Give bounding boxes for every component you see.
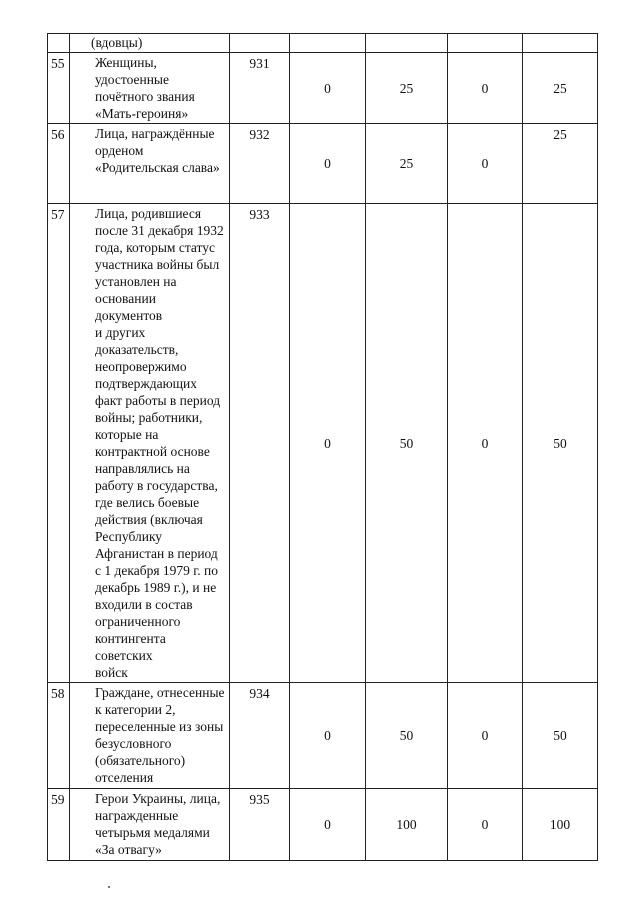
table-row xyxy=(48,789,598,861)
row-code: 931 xyxy=(230,53,290,124)
row-value-2: 25 xyxy=(366,124,448,204)
row-value-2: 25 xyxy=(366,53,448,124)
row-value-4: 25 xyxy=(523,124,598,204)
row-value-2: 50 xyxy=(366,683,448,789)
row-value-3: 0 xyxy=(448,789,523,861)
row-number: 57 xyxy=(48,204,70,683)
row-code: 933 xyxy=(230,204,290,683)
row-value-1: 0 xyxy=(290,124,366,204)
row-value-3: 0 xyxy=(448,53,523,124)
table-row-continued xyxy=(48,34,598,53)
row-description: (вдовцы) xyxy=(70,34,230,53)
benefits-table xyxy=(47,33,598,861)
row-value-1: 0 xyxy=(290,683,366,789)
row-value-4: 50 xyxy=(523,683,598,789)
row-value-1: 0 xyxy=(290,53,366,124)
row-value-3: 0 xyxy=(448,204,523,683)
row-value-4: 50 xyxy=(523,204,598,683)
row-value-1: 0 xyxy=(290,204,366,683)
row-value-2: 50 xyxy=(366,204,448,683)
row-description: Герои Украины, лица, награжденные четырьмя медалями «За отвагу» xyxy=(70,789,230,861)
row-description: Женщины, удостоенные почётного звания «Мать-героиня» xyxy=(70,53,230,124)
row-description: Лица, награждённые орденом «Родительская слава» xyxy=(70,124,230,204)
scan-speck xyxy=(108,886,110,888)
row-number: 59 xyxy=(48,789,70,861)
row-value-3: 0 xyxy=(448,683,523,789)
row-number: 56 xyxy=(48,124,70,204)
row-value-4: 25 xyxy=(523,53,598,124)
row-value-1: 0 xyxy=(290,789,366,861)
row-value-3: 0 xyxy=(448,124,523,204)
table-row xyxy=(48,683,598,789)
row-code: 935 xyxy=(230,789,290,861)
row-code: 932 xyxy=(230,124,290,204)
row-number: 58 xyxy=(48,683,70,789)
table-row xyxy=(48,53,598,124)
table-row xyxy=(48,204,598,683)
row-description: Граждане, отнесенные к категории 2, переселенные из зоны безусловного (обязательного) отселения xyxy=(70,683,230,789)
row-description: Лица, родившиеся после 31 декабря 1932 года, которым статус участника войны был установлен на основании документов и других доказательств, неопровержимо подтверждающих факт работы в период войны; работники, которые на контрактной основе направлялись на работу в государства, где велись боевые действия (включая Республику Афганистан в период с 1 декабря 1979 г. по декабрь 1989 г.), и не входили в состав ограниченного контингента советских войск xyxy=(70,204,230,683)
row-number: 55 xyxy=(48,53,70,124)
row-value-4: 100 xyxy=(523,789,598,861)
row-code: 934 xyxy=(230,683,290,789)
row-value-2: 100 xyxy=(366,789,448,861)
table-row xyxy=(48,124,598,204)
row-number xyxy=(48,34,70,53)
